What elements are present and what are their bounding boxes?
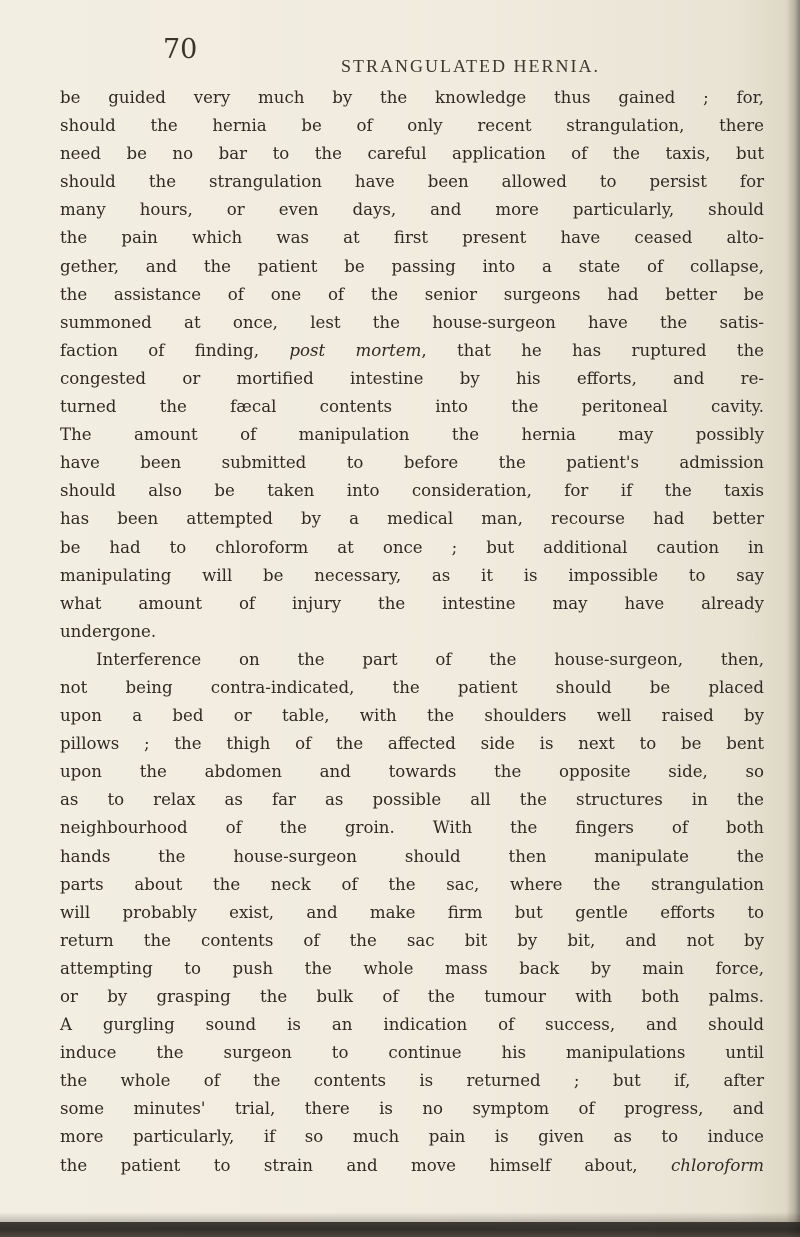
text-line: be guided very much by the knowledge thus gained ; for, xyxy=(60,88,764,107)
text-line: hands the house-surgeon should then manipulate the xyxy=(60,846,764,866)
text-line: have been submitted to before the patient's admission xyxy=(60,453,764,473)
text-line: parts about the neck of the sac, where the strangulation xyxy=(60,874,764,894)
page-number: 70 xyxy=(163,34,198,65)
text-line: not being contra-indicated, the patient should be placed xyxy=(60,677,764,697)
text-line: some minutes' trial, there is no symptom of progress, and xyxy=(60,1099,764,1119)
text-line: induce the surgeon to continue his manipulations until xyxy=(60,1043,764,1063)
text-line: or by grasping the bulk of the tumour with both palms. xyxy=(60,987,764,1006)
body-text xyxy=(60,84,764,1180)
text-line: should also be taken into consideration, for if the taxis xyxy=(60,481,764,501)
text-line: has been attempted by a medical man, recourse had better xyxy=(60,509,764,529)
text-line: turned the fæcal contents into the peritoneal cavity. xyxy=(60,397,764,417)
text-line: the assistance of one of the senior surgeons had better be xyxy=(60,284,764,304)
text-line: manipulating will be necessary, as it is impossible to say xyxy=(60,565,764,585)
text-line: will probably exist, and make firm but gentle efforts to xyxy=(60,902,764,922)
page-header xyxy=(163,28,723,76)
text-line: be had to chloroform at once ; but additional caution in xyxy=(60,537,764,557)
text-line: attempting to push the whole mass back by main force, xyxy=(60,958,764,978)
text-line: pillows ; the thigh of the affected side is next to be bent xyxy=(60,734,764,754)
text-line: the patient to strain and move himself about, chloroform xyxy=(60,1155,764,1175)
page-bottom-edge xyxy=(0,1222,800,1237)
text-line: summoned at once, lest the house-surgeon have the satis- xyxy=(60,312,764,332)
running-head: STRANGULATED HERNIA. xyxy=(341,56,600,76)
text-line: the whole of the contents is returned ; but if, after xyxy=(60,1071,764,1091)
page-edge-shadow xyxy=(786,0,800,1237)
text-line: upon a bed or table, with the shoulders well raised by xyxy=(60,706,764,726)
text-line: A gurgling sound is an indication of success, and should xyxy=(60,1015,764,1035)
text-line: should the hernia be of only recent strangulation, there xyxy=(60,116,764,136)
text-line: The amount of manipulation the hernia may possibly xyxy=(60,425,764,445)
text-line: neighbourhood of the groin. With the fingers of both xyxy=(60,818,764,838)
text-line: Interference on the part of the house-surgeon, then, xyxy=(96,649,764,669)
bottom-shadow xyxy=(0,1212,800,1222)
italic-phrase: post mortem xyxy=(289,340,422,360)
text-line: upon the abdomen and towards the opposite side, so xyxy=(60,762,764,782)
text-line: need be no bar to the careful application of the taxis, but xyxy=(60,144,764,164)
text-line: many hours, or even days, and more particularly, should xyxy=(60,200,764,220)
text-line: congested or mortified intestine by his efforts, and re- xyxy=(60,368,764,388)
text-line: as to relax as far as possible all the structures in the xyxy=(60,790,764,810)
text-line: undergone. xyxy=(60,621,157,641)
italic-phrase: chloroform xyxy=(671,1155,764,1175)
text-line: faction of finding, post mortem, that he has ruptured the xyxy=(60,340,764,360)
text-line: return the contents of the sac bit by bit, and not by xyxy=(60,930,764,950)
text-line: the pain which was at first present have ceased alto- xyxy=(60,228,764,248)
text-line: more particularly, if so much pain is given as to induce xyxy=(60,1127,764,1147)
text-line: gether, and the patient be passing into a state of collapse, xyxy=(60,256,764,276)
text-line: should the strangulation have been allowed to persist for xyxy=(60,172,764,192)
text-line: what amount of injury the intestine may have already xyxy=(60,593,764,613)
